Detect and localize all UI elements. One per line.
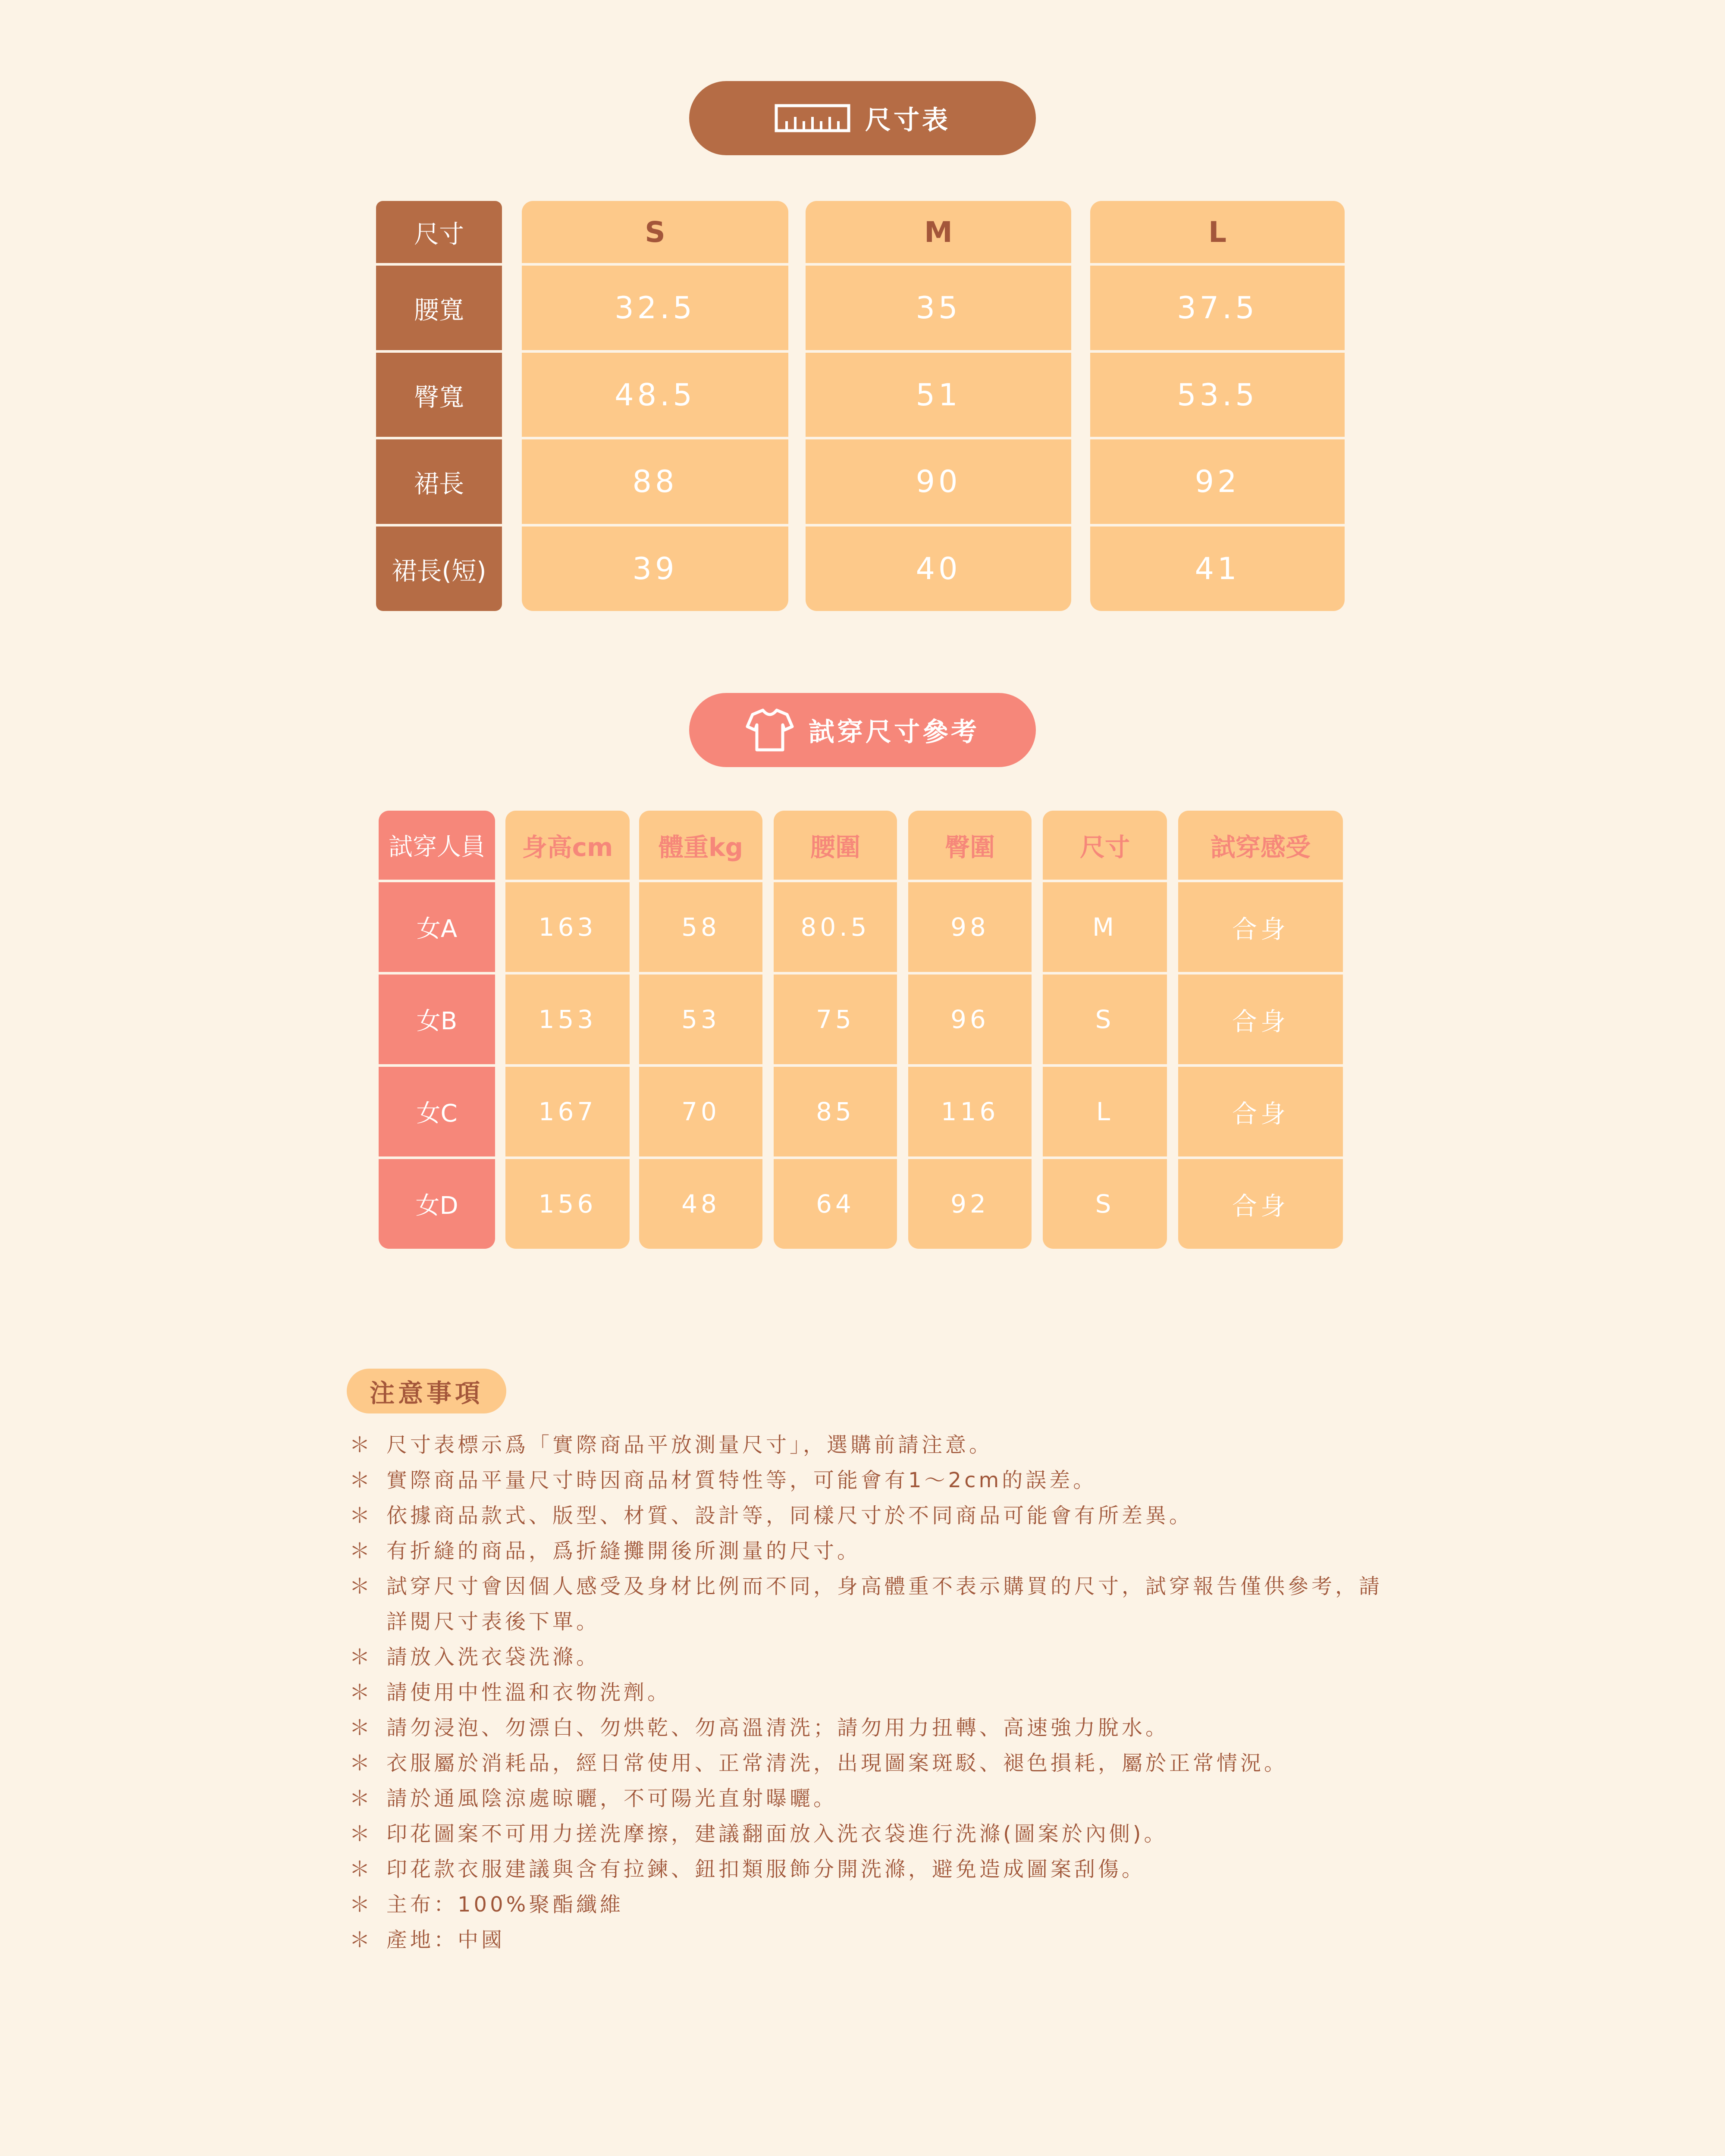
try-on-weight: 48 xyxy=(639,1159,762,1249)
note-item xyxy=(349,1427,1393,1463)
size-chart-title: 尺寸表 xyxy=(865,105,950,135)
note-item xyxy=(349,1463,1393,1498)
try-on-weight: 58 xyxy=(639,882,762,972)
try-on-size: S xyxy=(1043,975,1167,1064)
size-value: 32.5 xyxy=(522,266,788,350)
notes-list xyxy=(349,1427,1393,1958)
asterisk-icon: ＊ xyxy=(349,1680,373,1705)
try-on-title-pill xyxy=(689,693,1036,767)
size-row-label: 尺寸 xyxy=(376,201,502,263)
size-value: 39 xyxy=(522,526,788,611)
size-header-s: S xyxy=(522,201,788,263)
size-value: 88 xyxy=(522,439,788,524)
size-chart-title-pill xyxy=(689,81,1036,155)
try-on-height: 153 xyxy=(505,975,630,1064)
try-on-feeling: 合身 xyxy=(1178,1159,1343,1249)
note-item xyxy=(349,1887,1393,1922)
size-value: 40 xyxy=(806,526,1071,611)
note-item xyxy=(349,1781,1393,1816)
size-value: 48.5 xyxy=(522,353,788,437)
asterisk-icon: ＊ xyxy=(349,1433,373,1457)
note-text: 主布：100%聚酯纖維 xyxy=(386,1893,624,1917)
note-text: 請放入洗衣袋洗滌。 xyxy=(386,1645,600,1669)
note-text: 實際商品平量尺寸時因商品材質特性等，可能會有1～2cm的誤差。 xyxy=(386,1468,1097,1492)
try-on-person: 女B xyxy=(379,975,495,1064)
size-value: 41 xyxy=(1090,526,1345,611)
note-item xyxy=(349,1922,1393,1958)
try-on-height: 167 xyxy=(505,1067,630,1156)
note-text: 請使用中性溫和衣物洗劑。 xyxy=(386,1680,671,1705)
asterisk-icon: ＊ xyxy=(349,1539,373,1563)
asterisk-icon: ＊ xyxy=(349,1928,373,1952)
try-on-header: 試穿人員 xyxy=(379,811,495,880)
note-text: 請於通風陰涼處晾曬，不可陽光直射曝曬。 xyxy=(386,1786,837,1811)
tshirt-icon xyxy=(746,708,794,752)
try-on-size: S xyxy=(1043,1159,1167,1249)
note-item xyxy=(349,1675,1393,1710)
try-on-feeling: 合身 xyxy=(1178,882,1343,972)
try-on-waist: 75 xyxy=(774,975,897,1064)
try-on-person: 女D xyxy=(379,1159,495,1249)
size-value: 35 xyxy=(806,266,1071,350)
try-on-size: L xyxy=(1043,1067,1167,1156)
try-on-header: 臀圍 xyxy=(908,811,1032,880)
note-item xyxy=(349,1710,1393,1745)
try-on-person: 女C xyxy=(379,1067,495,1156)
note-text: 有折縫的商品，爲折縫攤開後所測量的尺寸。 xyxy=(386,1539,861,1563)
asterisk-icon: ＊ xyxy=(349,1751,373,1775)
try-on-header: 體重kg xyxy=(639,811,762,880)
asterisk-icon: ＊ xyxy=(349,1504,373,1528)
try-on-feeling: 合身 xyxy=(1178,1067,1343,1156)
try-on-hip: 116 xyxy=(908,1067,1032,1156)
note-item xyxy=(349,1639,1393,1675)
asterisk-icon: ＊ xyxy=(349,1893,373,1917)
asterisk-icon: ＊ xyxy=(349,1645,373,1669)
size-value: 53.5 xyxy=(1090,353,1345,437)
size-row-label: 腰寬 xyxy=(376,266,502,350)
try-on-hip: 96 xyxy=(908,975,1032,1064)
size-row-label: 裙長 xyxy=(376,439,502,524)
try-on-hip: 92 xyxy=(908,1159,1032,1249)
size-header-m: M xyxy=(806,201,1071,263)
note-text: 試穿尺寸會因個人感受及身材比例而不同，身高體重不表示購買的尺寸，試穿報告僅供參考，請詳閱尺寸表後下單。 xyxy=(386,1574,1383,1634)
note-text: 依據商品款式、版型、材質、設計等，同樣尺寸於不同商品可能會有所差異。 xyxy=(386,1504,1193,1528)
try-on-feeling: 合身 xyxy=(1178,975,1343,1064)
try-on-waist: 64 xyxy=(774,1159,897,1249)
note-text: 衣服屬於消耗品，經日常使用、正常清洗，出現圖案斑駁、褪色損耗，屬於正常情況。 xyxy=(386,1751,1288,1775)
asterisk-icon: ＊ xyxy=(349,1716,373,1740)
try-on-waist: 80.5 xyxy=(774,882,897,972)
try-on-person: 女A xyxy=(379,882,495,972)
size-row-label: 臀寬 xyxy=(376,353,502,437)
try-on-size: M xyxy=(1043,882,1167,972)
note-text: 印花圖案不可用力搓洗摩擦，建議翻面放入洗衣袋進行洗滌(圖案於內側)。 xyxy=(386,1822,1168,1846)
asterisk-icon: ＊ xyxy=(349,1786,373,1811)
note-item xyxy=(349,1533,1393,1569)
size-value: 51 xyxy=(806,353,1071,437)
size-value: 92 xyxy=(1090,439,1345,524)
asterisk-icon: ＊ xyxy=(349,1822,373,1846)
size-row-label: 裙長(短) xyxy=(376,526,502,611)
size-value: 37.5 xyxy=(1090,266,1345,350)
notes-title: 注意事項 xyxy=(347,1369,506,1413)
try-on-header: 身高cm xyxy=(505,811,630,880)
try-on-weight: 70 xyxy=(639,1067,762,1156)
try-on-waist: 85 xyxy=(774,1067,897,1156)
size-value: 90 xyxy=(806,439,1071,524)
asterisk-icon: ＊ xyxy=(349,1857,373,1881)
note-item xyxy=(349,1852,1393,1887)
note-text: 印花款衣服建議與含有拉鍊、鈕扣類服飾分開洗滌，避免造成圖案刮傷。 xyxy=(386,1857,1146,1881)
try-on-hip: 98 xyxy=(908,882,1032,972)
try-on-height: 163 xyxy=(505,882,630,972)
note-item xyxy=(349,1816,1393,1852)
note-text: 產地：中國 xyxy=(386,1928,505,1952)
try-on-header: 尺寸 xyxy=(1043,811,1167,880)
try-on-header: 試穿感受 xyxy=(1178,811,1343,880)
size-header-l: L xyxy=(1090,201,1345,263)
try-on-weight: 53 xyxy=(639,975,762,1064)
note-item xyxy=(349,1569,1393,1639)
note-item xyxy=(349,1498,1393,1533)
try-on-header: 腰圍 xyxy=(774,811,897,880)
asterisk-icon: ＊ xyxy=(349,1574,373,1598)
try-on-height: 156 xyxy=(505,1159,630,1249)
note-text: 尺寸表標示爲「實際商品平放測量尺寸」，選購前請注意。 xyxy=(386,1433,993,1457)
try-on-title: 試穿尺寸參考 xyxy=(809,717,979,747)
asterisk-icon: ＊ xyxy=(349,1468,373,1492)
note-item xyxy=(349,1745,1393,1781)
note-text: 請勿浸泡、勿漂白、勿烘乾、勿高溫清洗；請勿用力扭轉、高速強力脫水。 xyxy=(386,1716,1170,1740)
ruler-icon xyxy=(775,104,850,132)
